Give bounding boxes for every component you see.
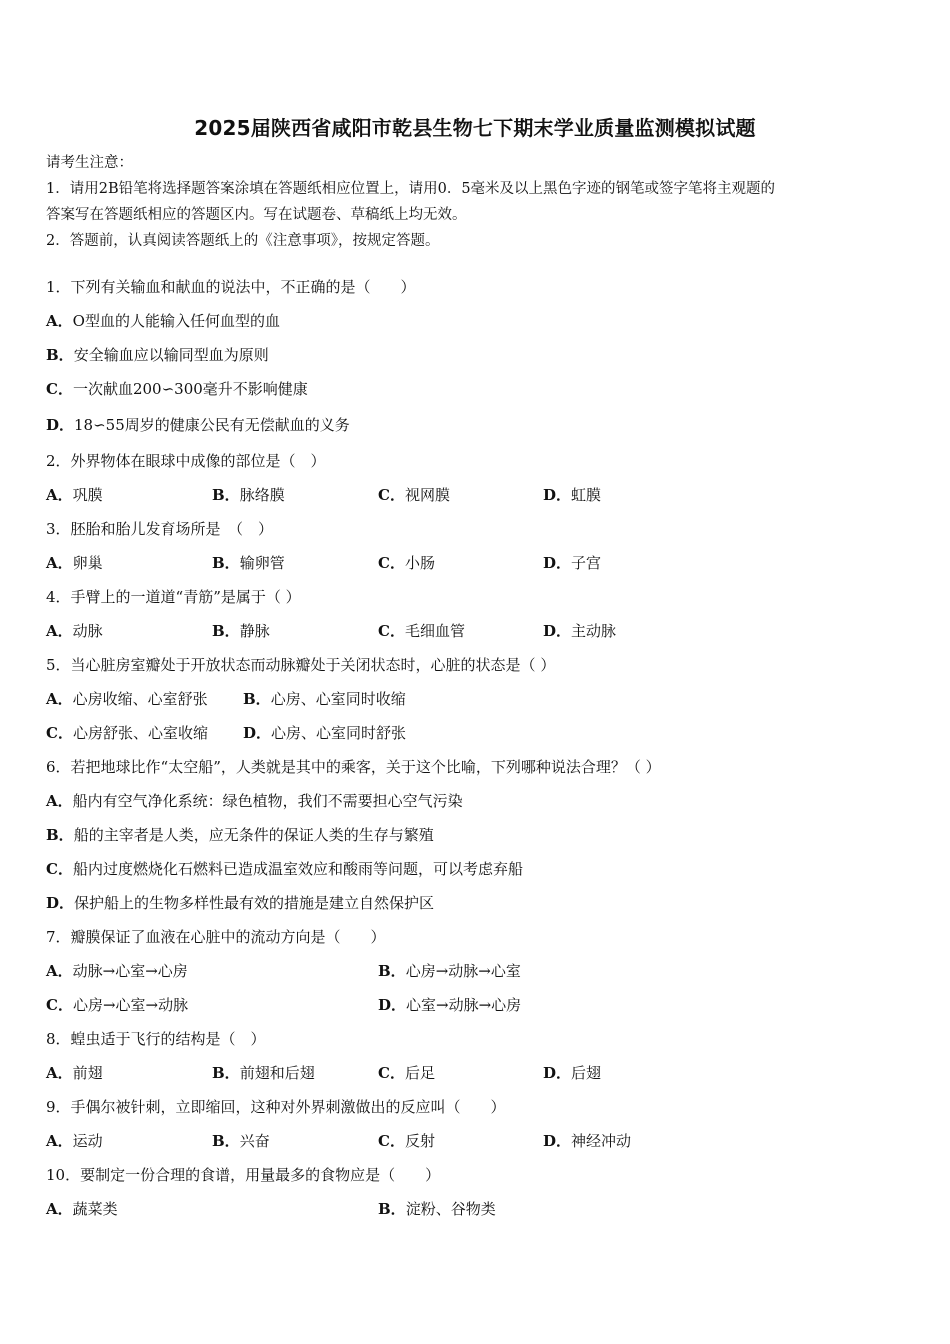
option-text: 运动 <box>72 1132 103 1150</box>
question-4-option-b <box>212 620 270 641</box>
option-text: 虹膜 <box>571 486 602 504</box>
option-text: 心房、心室同时收缩 <box>270 690 406 708</box>
option-text: 安全输血应以输同型血为原则 <box>73 346 269 364</box>
option-letter: B． <box>378 1200 406 1218</box>
option-letter: A． <box>46 1200 73 1218</box>
question-4-option-a <box>46 620 103 641</box>
question-8-stem: 8．蝗虫适于飞行的结构是（ ） <box>46 1030 266 1048</box>
question-7-stem: 7．瓣膜保证了血液在心脏中的流动方向是（ ） <box>46 928 386 946</box>
option-letter: C． <box>46 724 73 742</box>
option-letter: C． <box>378 554 405 572</box>
question-8-option-a <box>46 1062 103 1083</box>
question-2-stem: 2．外界物体在眼球中成像的部位是（ ） <box>46 452 326 470</box>
question-7-option-b <box>378 960 521 981</box>
option-text: 一次献血200∽300毫升不影响健康 <box>72 380 308 398</box>
question-6-option-a <box>46 790 463 811</box>
option-text: 视网膜 <box>404 486 450 504</box>
option-letter: C． <box>46 996 73 1014</box>
page-title: 2025届陕西省咸阳市乾县生物七下期末学业质量监测模拟试题 <box>194 116 756 140</box>
question-7-option-a <box>46 960 188 981</box>
question-9-option-a <box>46 1130 103 1151</box>
notice-block <box>46 150 906 254</box>
option-text: 静脉 <box>239 622 270 640</box>
option-letter: B． <box>46 346 74 364</box>
option-letter: A． <box>46 1132 73 1150</box>
option-letter: D． <box>46 416 75 434</box>
question-3-option-c <box>378 552 435 573</box>
notice-item-2: 2．答题前，认真阅读答题纸上的《注意事项》，按规定答题。 <box>46 233 440 249</box>
question-8-option-c <box>378 1062 435 1083</box>
question-7-option-c <box>46 994 188 1015</box>
option-letter: D． <box>543 554 572 572</box>
option-text: 心房→动脉→心室 <box>405 962 521 980</box>
question-9-option-d <box>543 1130 631 1151</box>
question-9-option-b <box>212 1130 270 1151</box>
option-letter: C． <box>378 1064 405 1082</box>
option-letter: A． <box>46 1064 73 1082</box>
option-text: 前翅和后翅 <box>239 1064 315 1082</box>
question-8-option-d <box>543 1062 601 1083</box>
question-2-option-b <box>212 484 285 505</box>
question-1-option-b <box>46 344 269 365</box>
option-letter: D． <box>543 622 572 640</box>
question-2-option-a <box>46 484 103 505</box>
option-letter: D． <box>543 486 572 504</box>
question-3-stem: 3．胚胎和胎儿发育场所是 （ ） <box>46 520 274 538</box>
option-letter: B． <box>212 486 240 504</box>
question-3-option-a <box>46 552 103 573</box>
question-6-stem: 6．若把地球比作“太空船”，人类就是其中的乘客，关于这个比喻，下列哪种说法合理？（ ） <box>46 758 661 776</box>
question-5-option-a <box>46 688 208 709</box>
option-letter: A． <box>46 690 73 708</box>
option-letter: C． <box>378 1132 405 1150</box>
question-3-option-b <box>212 552 285 573</box>
question-1-option-a <box>46 310 280 331</box>
option-letter: C． <box>46 860 73 878</box>
question-1-option-c <box>46 378 308 399</box>
question-10-option-a <box>46 1198 118 1219</box>
option-letter: D． <box>543 1132 572 1150</box>
option-text: 前翅 <box>72 1064 103 1082</box>
option-text: 保护船上的生物多样性最有效的措施是建立自然保护区 <box>74 894 435 912</box>
option-text: 动脉 <box>72 622 103 640</box>
option-letter: B． <box>212 622 240 640</box>
option-text: 神经冲动 <box>571 1132 632 1150</box>
option-text: 18∽55周岁的健康公民有无偿献血的义务 <box>74 416 350 434</box>
question-6-option-b <box>46 824 434 845</box>
question-5-stem: 5．当心脏房室瓣处于开放状态而动脉瓣处于关闭状态时，心脏的状态是（ ） <box>46 656 556 674</box>
option-letter: B． <box>212 554 240 572</box>
option-text: 船内过度燃烧化石燃料已造成温室效应和酸雨等问题，可以考虑弃船 <box>72 860 523 878</box>
option-text: 巩膜 <box>72 486 103 504</box>
notice-heading: 请考生注意： <box>46 155 133 171</box>
option-text: 心室→动脉→心房 <box>406 996 522 1014</box>
option-letter: D． <box>243 724 272 742</box>
option-text: 心房舒张、心室收缩 <box>72 724 208 742</box>
option-letter: B． <box>46 826 74 844</box>
option-text: 动脉→心室→心房 <box>72 962 188 980</box>
option-text: 主动脉 <box>571 622 617 640</box>
question-5-option-d <box>243 722 406 743</box>
question-8-option-b <box>212 1062 315 1083</box>
question-10-stem: 10．要制定一份合理的食谱，用量最多的食物应是（ ） <box>46 1166 441 1184</box>
option-letter: C． <box>46 380 73 398</box>
question-1-option-d <box>46 414 350 435</box>
option-letter: A． <box>46 962 73 980</box>
option-text: 心房、心室同时舒张 <box>271 724 407 742</box>
option-letter: B． <box>212 1064 240 1082</box>
option-letter: A． <box>46 312 73 330</box>
question-6-option-c <box>46 858 523 879</box>
option-text: 子宫 <box>571 554 602 572</box>
option-text: 船的主宰者是人类，应无条件的保证人类的生存与繁殖 <box>73 826 434 844</box>
option-text: 心房收缩、心室舒张 <box>72 690 208 708</box>
question-10-option-b <box>378 1198 496 1219</box>
option-text: 蔬菜类 <box>72 1200 118 1218</box>
option-text: O型血的人能输入任何血型的血 <box>72 312 280 330</box>
option-letter: D． <box>378 996 407 1014</box>
option-text: 心房→心室→动脉 <box>72 996 189 1014</box>
question-5-option-c <box>46 722 208 743</box>
option-letter: C． <box>378 486 405 504</box>
question-7-option-d <box>378 994 521 1015</box>
question-3-option-d <box>543 552 601 573</box>
option-text: 小肠 <box>404 554 435 572</box>
option-letter: A． <box>46 622 73 640</box>
question-4-stem: 4．手臂上的一道道“青筋”是属于（ ） <box>46 588 301 606</box>
option-letter: D． <box>543 1064 572 1082</box>
option-text: 输卵管 <box>239 554 285 572</box>
question-6-option-d <box>46 892 434 913</box>
question-9-option-c <box>378 1130 435 1151</box>
question-1-stem: 1．下列有关输血和献血的说法中，不正确的是（ ） <box>46 278 416 296</box>
question-4-option-d <box>543 620 616 641</box>
notice-item-1-line-1: 1．请用2B铅笔将选择题答案涂填在答题纸相应位置上，请用0．5毫米及以上黑色字迹的钢笔或签字笔将主观题的 <box>46 181 776 197</box>
question-9-stem: 9．手偶尔被针刺，立即缩回，这种对外界刺激做出的反应叫（ ） <box>46 1098 506 1116</box>
option-letter: B． <box>378 962 406 980</box>
option-letter: B． <box>243 690 271 708</box>
option-text: 后翅 <box>571 1064 602 1082</box>
question-2-option-d <box>543 484 601 505</box>
option-text: 兴奋 <box>239 1132 270 1150</box>
option-letter: B． <box>212 1132 240 1150</box>
question-2-option-c <box>378 484 450 505</box>
option-text: 淀粉、谷物类 <box>405 1200 496 1218</box>
notice-item-1-line-2: 答案写在答题纸相应的答题区内。写在试题卷、草稿纸上均无效。 <box>46 207 467 223</box>
option-text: 船内有空气净化系统：绿色植物，我们不需要担心空气污染 <box>72 792 463 810</box>
option-text: 卵巢 <box>72 554 103 572</box>
option-letter: A． <box>46 486 73 504</box>
question-5-option-b <box>243 688 406 709</box>
option-letter: A． <box>46 554 73 572</box>
option-letter: A． <box>46 792 73 810</box>
option-letter: C． <box>378 622 405 640</box>
option-letter: D． <box>46 894 75 912</box>
option-text: 反射 <box>404 1132 435 1150</box>
option-text: 脉络膜 <box>239 486 285 504</box>
option-text: 后足 <box>404 1064 435 1082</box>
option-text: 毛细血管 <box>404 622 465 640</box>
question-4-option-c <box>378 620 465 641</box>
